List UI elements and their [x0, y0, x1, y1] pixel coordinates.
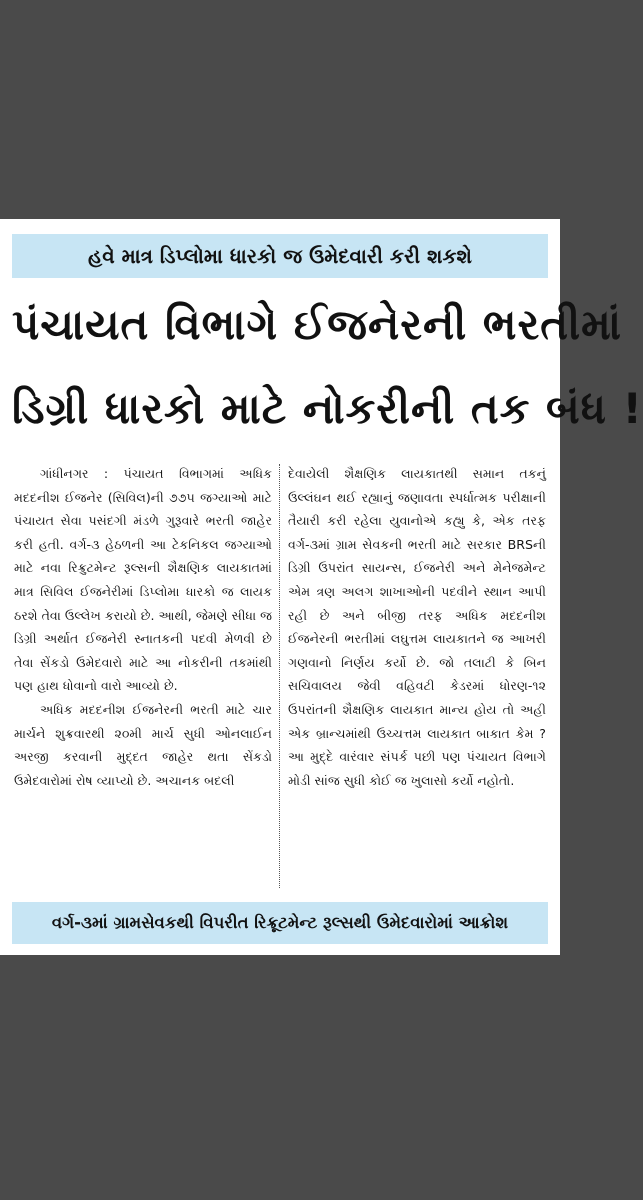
dateline: ગાંધીનગર :	[40, 466, 109, 481]
paragraph-1-text: પંચાયત વિભાગમાં અધિક મદદનીશ ઈજનેર (સિવિલ)ની ૭૭૫ જગ્યાઓ માટે પંચાયત સેવા પસંદગી મંડળે ગુરૂવારે ભરતી જાહેર કરી હતી. વર્ગ-૩ હેઠળની આ ટેકનિકલ જગ્યાઓ માટે નવા રિક્રુટમેન્ટ રૂલ્સની શૈક્ષણિક લાયકાતમાં માત્ર સિવિલ ઈજનેરીમાં ડિપ્લોમા ધારકો જ લાયક ઠરશે તેવા ઉલ્લેખ કરાયો છે. આથી, જેમણે સીધા જ ડિગ્રી અર્થાત ઈજનેરી સ્નાતકની પદવી મેળવી છે તેવા સેંકડો ઉમેદવારો માટે આ નોકરીની તકમાંથી પણ હાથ ધોવાનો વારો આવ્યો છે.	[14, 466, 272, 694]
column-divider	[279, 464, 280, 888]
paragraph-3: દેવાયેલી શૈક્ષણિક લાયકાતથી સમાન તકનું ઉલ્લંઘન થઈ રહ્યાનું જણાવતા સ્પર્ધાત્મક પરીક્ષાની તૈયારી કરી રહેલા યુવાનોએ કહ્યુ કે, એક તરફ વર્ગ-૩માં ગ્રામ સેવકની ભરતી માટે સરકાર BRSની ડિગ્રી ઉપરાંત સાયન્સ, ઈજનેરી અને મેનેજમેન્ટ એમ ત્રણ અલગ શાખાઓની પદવીને સ્થાન આપી રહી છે અને બીજી તરફ અધિક મદદનીશ ઈજનેરની ભરતીમાં લઘુત્તમ લાયકાતને જ આખરી ગણવાનો નિર્ણય કર્યો છે. જો તલાટી કે બિન સચિવાલય જેવી વહિવટી કેડરમાં ધોરણ-૧૨ ઉપરાંતની શૈક્ષણિક લાયકાત માન્ય હોય તો અહી એક બ્રાન્ચમાંથી ઉચ્ચત્તમ લાયકાત બાકાત કેમ ? આ મુદ્દે વારંવાર સંપર્ક પછી પણ પંચાયત વિભાગે મોડી સાંજ સુધી કોઈ જ ખુલાસો કર્યો નહોતો.	[288, 466, 546, 788]
headline-line-1: પંચાયત વિભાગે ઈજનેરની ભરતીમાં	[12, 300, 623, 349]
newspaper-clipping	[0, 219, 643, 955]
column-left	[14, 462, 272, 892]
article-body	[12, 462, 548, 892]
bottom-banner	[12, 902, 548, 944]
paragraph-2: અધિક મદદનીશ ઈજનેરની ભરતી માટે ચાર માર્ચને શુક્રવારથી ૨૦મી માર્ચ સુધી ઓનલાઈન અરજી કરવાની મુદ્દત જાહેર થતા સેંકડો ઉમેદવારોમાં રોષ વ્યાપ્યો છે. અચાનક બદલી	[14, 701, 272, 788]
bottom-banner-text: વર્ગ-૩માં ગ્રામસેવકથી વિપરીત રિક્રૂટમેન્ટ રૂલ્સથી ઉમેદવારોમાં આક્રોશ	[51, 913, 509, 932]
column-right	[288, 462, 546, 892]
headline	[12, 284, 643, 456]
headline-line-2: ડિગ્રી ધારકો માટે નોકરીની તક બંધ !	[12, 384, 643, 433]
kicker-text: હવે માત્ર ડિપ્લોમા ધારકો જ ઉમેદવારી કરી શકશે	[88, 244, 472, 268]
article	[12, 234, 643, 944]
paragraph-1	[14, 462, 272, 698]
kicker-banner	[12, 234, 548, 278]
